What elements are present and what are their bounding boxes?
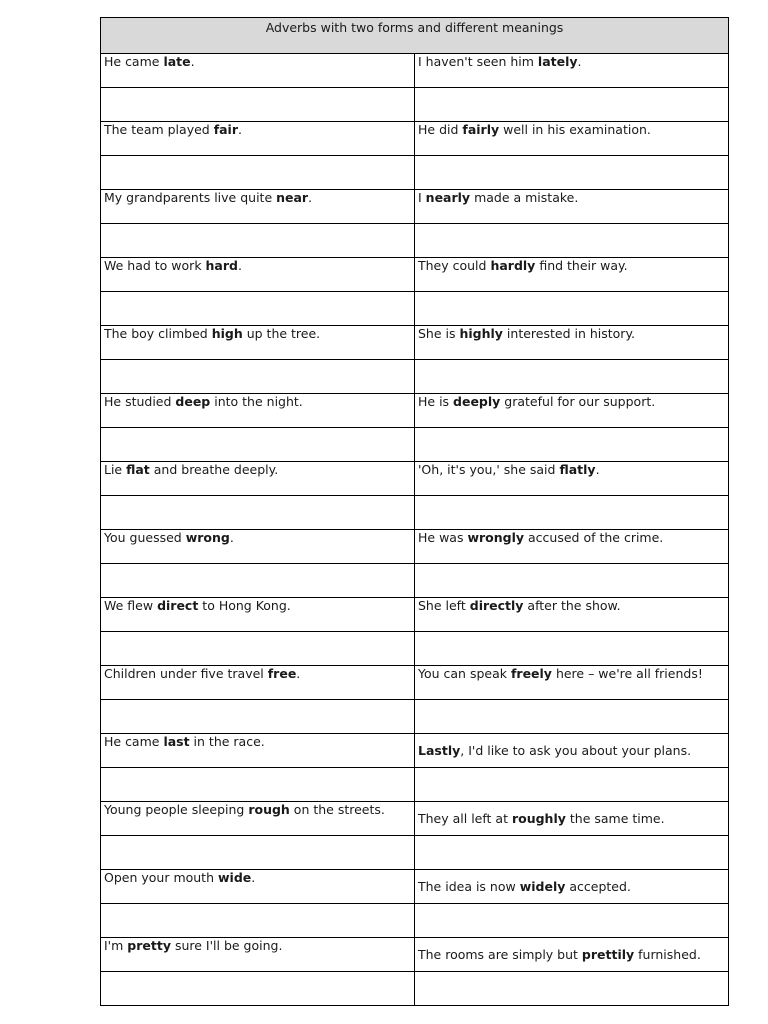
right-answer-cell[interactable]: [415, 360, 729, 394]
answer-row: [101, 156, 729, 190]
sentence-text: He was: [418, 530, 468, 545]
answer-row: [101, 564, 729, 598]
sentence-text: .: [190, 54, 195, 69]
sentence-text: He came: [104, 54, 164, 69]
adverb-word: wrongly: [467, 530, 525, 545]
sentence-text: I: [418, 190, 426, 205]
sentence-text: .: [577, 54, 582, 69]
answer-row: [101, 88, 729, 122]
sentence-text: They all left at: [418, 811, 512, 826]
left-answer-cell[interactable]: [101, 360, 415, 394]
right-answer-cell[interactable]: [415, 768, 729, 802]
sentence-text: He studied: [104, 394, 176, 409]
left-sentence-cell: [101, 122, 415, 156]
sentence-text: the same time.: [565, 811, 665, 826]
sentence-text: up the tree.: [242, 326, 321, 341]
adverb-word: rough: [248, 802, 290, 817]
left-sentence-cell: [101, 462, 415, 496]
adverb-word: highly: [459, 326, 503, 341]
answer-row: [101, 972, 729, 1006]
left-answer-cell[interactable]: [101, 88, 415, 122]
answer-row: [101, 836, 729, 870]
adverb-word: nearly: [425, 190, 471, 205]
sentence-text: on the streets.: [289, 802, 385, 817]
left-answer-cell[interactable]: [101, 904, 415, 938]
adverb-word: freely: [510, 666, 552, 681]
sentence-row: [101, 802, 729, 836]
right-answer-cell[interactable]: [415, 972, 729, 1006]
right-sentence-cell: [415, 938, 729, 972]
sentence-text: 'Oh, it's you,' she said: [418, 462, 560, 477]
adverb-word: fair: [213, 122, 239, 137]
answer-row: [101, 768, 729, 802]
sentence-text: accepted.: [565, 879, 631, 894]
sentence-text: and breathe deeply.: [149, 462, 279, 477]
sentence-text: .: [237, 258, 242, 273]
sentence-text: They could: [418, 258, 491, 273]
left-sentence-cell: [101, 258, 415, 292]
sentence-text: .: [308, 190, 313, 205]
answer-row: [101, 224, 729, 258]
sentence-text: .: [238, 122, 242, 137]
right-answer-cell[interactable]: [415, 632, 729, 666]
sentence-rows: [101, 54, 729, 1006]
sentence-text: You can speak: [418, 666, 511, 681]
sentence-text: Lie: [104, 462, 127, 477]
sentence-text: He is: [418, 394, 454, 409]
adverb-word: hardly: [490, 258, 536, 273]
adverb-word: directly: [469, 598, 524, 613]
sentence-text: The idea is now: [418, 879, 520, 894]
sentence-text: here – we're all friends!: [551, 666, 703, 681]
sentence-text: I'm: [104, 938, 128, 953]
sentence-row: [101, 938, 729, 972]
left-sentence-cell: [101, 530, 415, 564]
sentence-text: Young people sleeping: [104, 802, 249, 817]
right-answer-cell[interactable]: [415, 700, 729, 734]
sentence-text: He did: [418, 122, 463, 137]
sentence-text: My grandparents live quite: [104, 190, 277, 205]
sentence-text: grateful for our support.: [500, 394, 656, 409]
sentence-text: into the night.: [210, 394, 303, 409]
left-sentence-cell: [101, 54, 415, 88]
sentence-row: [101, 734, 729, 768]
left-sentence-cell: [101, 938, 415, 972]
right-sentence-cell: [415, 666, 729, 700]
adverb-word: flatly: [559, 462, 596, 477]
sentence-text: She is: [418, 326, 460, 341]
right-sentence-cell: [415, 802, 729, 836]
sentence-text: accused of the crime.: [524, 530, 664, 545]
left-sentence-cell: [101, 190, 415, 224]
right-sentence-cell: [415, 326, 729, 360]
adverb-word: wide: [217, 870, 252, 885]
right-sentence-cell: [415, 734, 729, 768]
sentence-text: Open your mouth: [104, 870, 218, 885]
sentence-text: He came: [104, 734, 164, 749]
sentence-row: [101, 190, 729, 224]
right-sentence-cell: [415, 394, 729, 428]
adverb-word: direct: [157, 598, 199, 613]
right-sentence-cell: [415, 54, 729, 88]
sentence-row: [101, 54, 729, 88]
left-answer-cell[interactable]: [101, 224, 415, 258]
left-answer-cell[interactable]: [101, 496, 415, 530]
answer-row: [101, 632, 729, 666]
right-sentence-cell: [415, 190, 729, 224]
sentence-text: furnished.: [634, 947, 701, 962]
sentence-row: [101, 598, 729, 632]
left-sentence-cell: [101, 734, 415, 768]
right-answer-cell[interactable]: [415, 904, 729, 938]
sentence-text: sure I'll be going.: [170, 938, 283, 953]
sentence-text: We had to work: [104, 258, 206, 273]
sentence-text: in the race.: [189, 734, 265, 749]
sentence-text: .: [251, 870, 256, 885]
sentence-text: to Hong Kong.: [198, 598, 291, 613]
sentence-text: after the show.: [523, 598, 621, 613]
adverb-word: flat: [126, 462, 150, 477]
answer-row: [101, 496, 729, 530]
adverb-word: lately: [537, 54, 578, 69]
right-answer-cell[interactable]: [415, 156, 729, 190]
adverb-word: last: [163, 734, 190, 749]
sentence-text: .: [595, 462, 600, 477]
adverb-word: fairly: [462, 122, 500, 137]
adverb-word: high: [211, 326, 243, 341]
sentence-text: The rooms are simply but: [418, 947, 582, 962]
sentence-text: We flew: [104, 598, 158, 613]
sentence-text: interested in history.: [502, 326, 636, 341]
adverb-word: wrong: [185, 530, 230, 545]
sentence-row: [101, 258, 729, 292]
adverb-word: free: [267, 666, 297, 681]
sentence-text: made a mistake.: [470, 190, 579, 205]
adverb-word: prettily: [581, 947, 635, 962]
left-sentence-cell: [101, 666, 415, 700]
answer-row: [101, 700, 729, 734]
sentence-text: well in his examination.: [499, 122, 651, 137]
left-sentence-cell: [101, 394, 415, 428]
adverbs-worksheet-table: [100, 17, 729, 1006]
adverb-word: Lastly: [418, 743, 461, 758]
right-sentence-cell: [415, 122, 729, 156]
right-sentence-cell: [415, 530, 729, 564]
right-answer-cell[interactable]: [415, 496, 729, 530]
right-sentence-cell: [415, 462, 729, 496]
sentence-text: The boy climbed: [104, 326, 212, 341]
right-answer-cell[interactable]: [415, 564, 729, 598]
left-answer-cell[interactable]: [101, 156, 415, 190]
adverb-word: deep: [175, 394, 211, 409]
sentence-row: [101, 122, 729, 156]
answer-row: [101, 360, 729, 394]
sentence-row: [101, 666, 729, 700]
sentence-text: She left: [418, 598, 470, 613]
sentence-text: Children under five travel: [104, 666, 268, 681]
adverb-word: deeply: [453, 394, 501, 409]
sentence-text: .: [229, 530, 234, 545]
adverb-word: pretty: [127, 938, 171, 953]
sentence-row: [101, 326, 729, 360]
sentence-text: .: [296, 666, 301, 681]
sentence-text: , I'd like to ask you about your plans.: [460, 743, 692, 758]
left-sentence-cell: [101, 802, 415, 836]
adverb-word: late: [163, 54, 191, 69]
sentence-row: [101, 394, 729, 428]
table-title: Adverbs with two forms and different meanings: [101, 18, 729, 54]
sentence-row: [101, 870, 729, 904]
left-answer-cell[interactable]: [101, 564, 415, 598]
sentence-text: I haven't seen him: [418, 54, 538, 69]
left-answer-cell[interactable]: [101, 632, 415, 666]
left-answer-cell[interactable]: [101, 292, 415, 326]
right-sentence-cell: [415, 258, 729, 292]
right-answer-cell[interactable]: [415, 224, 729, 258]
answer-row: [101, 904, 729, 938]
left-answer-cell[interactable]: [101, 836, 415, 870]
right-sentence-cell: [415, 598, 729, 632]
answer-row: [101, 292, 729, 326]
right-sentence-cell: [415, 870, 729, 904]
sentence-row: [101, 462, 729, 496]
left-sentence-cell: [101, 326, 415, 360]
left-sentence-cell: [101, 870, 415, 904]
header-row: [101, 18, 729, 54]
adverb-word: near: [276, 190, 309, 205]
right-answer-cell[interactable]: [415, 292, 729, 326]
left-sentence-cell: [101, 598, 415, 632]
right-answer-cell[interactable]: [415, 88, 729, 122]
right-answer-cell[interactable]: [415, 836, 729, 870]
left-answer-cell[interactable]: [101, 972, 415, 1006]
adverb-word: widely: [519, 879, 566, 894]
answer-row: [101, 428, 729, 462]
sentence-text: find their way.: [535, 258, 628, 273]
adverb-word: hard: [205, 258, 238, 273]
sentence-text: You guessed: [104, 530, 186, 545]
sentence-text: The team played: [104, 122, 214, 137]
sentence-row: [101, 530, 729, 564]
right-answer-cell[interactable]: [415, 428, 729, 462]
adverb-word: roughly: [511, 811, 566, 826]
left-answer-cell[interactable]: [101, 768, 415, 802]
left-answer-cell[interactable]: [101, 428, 415, 462]
left-answer-cell[interactable]: [101, 700, 415, 734]
